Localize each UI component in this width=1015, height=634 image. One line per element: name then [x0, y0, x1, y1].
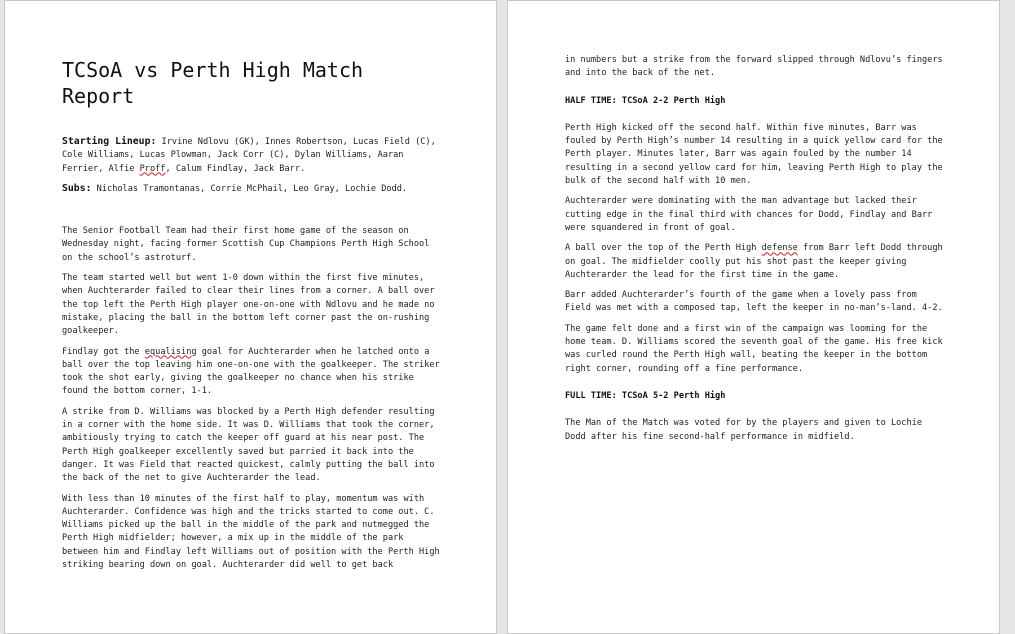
paragraph-momentum: With less than 10 minutes of the first half to play, momentum was with Auchterarder. Confidence was high and the tricks started to come out. C. Williams picked up the ball in the middle of the park and nutmegged the Perth High midfielder; however, a mix up in the middle of the park between him and Findlay left Williams out of position with the Perth High striking bearing down on goal. Auchterarder did well to get back — [62, 493, 440, 571]
starting-lineup — [62, 135, 442, 176]
starting-lineup-text-a: Irvine Ndlovu (GK), Innes Robertson, Lucas Field (C), Cole Williams, Lucas Plowman, Jack Corr (C), Dylan Williams, Aaran Ferrier, Alfie — [62, 137, 436, 174]
page-1-content — [62, 57, 442, 572]
paragraph-text: Findlay got the — [62, 346, 145, 357]
full-time-score: FULL TIME: TCSoA 5-2 Perth High — [565, 390, 726, 401]
report-body-page-1 — [62, 225, 442, 572]
paragraph-text: goal for Auchterarder when he latched onto a ball over the top leaving him one-on-one with the goalkeeper. The striker took the shot early, giving the goalkeeper no chance when his strike found the bottom corner, 1-1. — [62, 346, 440, 397]
substitutes — [62, 182, 442, 196]
starting-lineup-label: Starting Lineup: — [62, 136, 157, 147]
paragraph-equaliser — [62, 346, 442, 399]
paragraph-man-of-the-match: The Man of the Match was voted for by the players and given to Lochie Dodd after his fine second-half performance in midfield. — [565, 418, 922, 442]
paragraph-fourth-goal: Barr added Auchterarder’s fourth of the game when a lovely pass from Field was met with a composed tap, left the keeper in no-man’s-land. 4-2. — [565, 290, 943, 314]
paragraph-corner-goal: A strike from D. Williams was blocked by a Perth High defender resulting in a corner with the home side. It was D. Williams that took the corner, ambitiously trying to catch the keeper off guard at his near post. The Perth High goalkeeper excellently saved but parried it back into the danger. It was Field that reacted quickest, calmly putting the ball into the back of the net to give Auchterarder the lead. — [62, 406, 435, 484]
misspelled-word[interactable]: Proff — [139, 163, 166, 174]
paragraph-text: from Barr left Dodd through on goal. The midfielder coolly put his shot past the keeper giving Auchterarder the lead for the first time in the game. — [565, 243, 943, 280]
paragraph-intro: The Senior Football Team had their first home game of the season on Wednesday night, facing former Scottish Cup Champions Perth High School on the school’s astroturf. — [62, 226, 430, 263]
misspelled-word[interactable]: defense — [761, 243, 798, 254]
half-time-score: HALF TIME: TCSoA 2-2 Perth High — [565, 95, 726, 106]
paragraph-continued: in numbers but a strike from the forward slipped through Ndlovu’s fingers and into the back of the net. — [565, 55, 943, 79]
paragraph-second-half: Perth High kicked off the second half. Within five minutes, Barr was fouled by Perth High’s number 14 resulting in a quick yellow card for the Perth player. Minutes later, Barr was again fouled by the number 14 resulting in a second yellow card for him, leaving Perth High to play the bulk of the second half with 10 men. — [565, 122, 943, 187]
paragraph-man-advantage: Auchterarder were dominating with the man advantage but lacked their cutting edge in the final third with chances for Dodd, Findlay and Barr were squandered in front of goal. — [565, 196, 933, 233]
paragraph-free-kick: The game felt done and a first win of the campaign was looming for the home team. D. Williams scored the seventh goal of the game. His free kick was curled round the Perth High wall, beating the keeper in the bottom right corner, rounding off a fine performance. — [565, 323, 943, 374]
misspelled-word[interactable]: equalising — [144, 346, 197, 357]
document-page-2 — [507, 0, 1000, 634]
subs-text: Nicholas Tramontanas, Corrie McPhail, Leo Gray, Lochie Dodd. — [91, 183, 408, 194]
report-title: TCSoA vs Perth High Match Report — [62, 58, 364, 108]
starting-lineup-text-b: , Calum Findlay, Jack Barr. — [165, 163, 306, 174]
paragraph-lead-goal — [565, 242, 945, 282]
page-2-content — [565, 54, 945, 444]
paragraph-first-goal: The team started well but went 1-0 down within the first five minutes, when Auchterarder failed to clear their lines from a corner. A ball over the top left the Perth High player one-on-one with Ndlovu and he made no mistake, placing the ball in the bottom left corner past the on-rushing goalkeeper. — [62, 273, 435, 337]
document-page-1 — [4, 0, 497, 634]
paragraph-text: A ball over the top of the Perth High — [565, 243, 762, 254]
subs-label: Subs: — [62, 182, 92, 194]
